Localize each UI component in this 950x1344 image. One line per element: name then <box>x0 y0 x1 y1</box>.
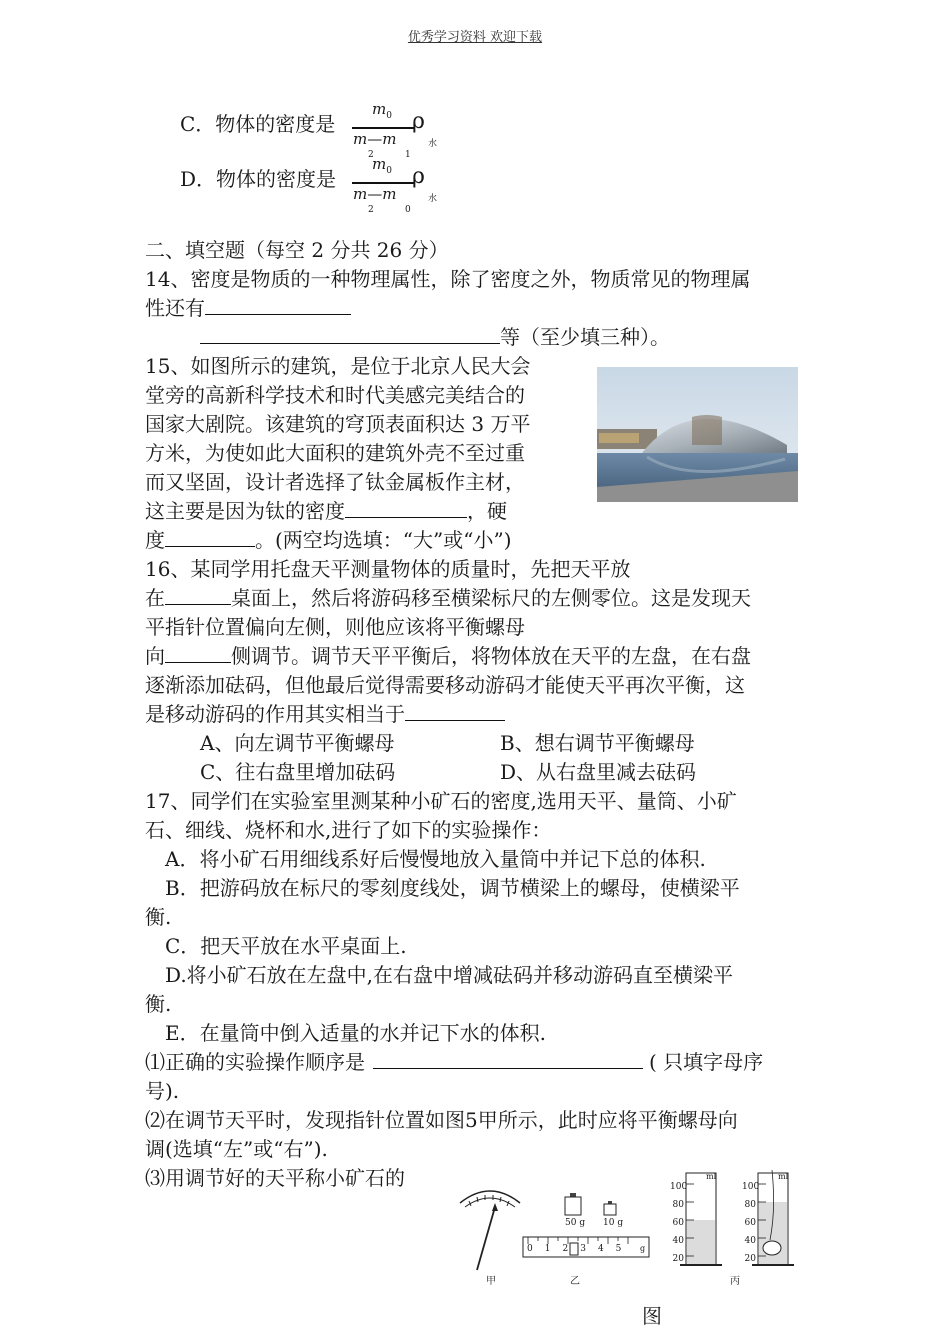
q16-option-c: C、往右盘里增加砝码 <box>200 760 396 784</box>
option-d-den-sub-a: 2 <box>368 205 374 215</box>
q17-part-3: ⑶用调节好的天平称小矿石的 <box>145 1166 405 1190</box>
option-c-label: C．物体的密度是 <box>180 112 336 136</box>
figure-label-yi: 乙 <box>570 1276 580 1287</box>
q17-step-d-1: D.将小矿石放在左盘中,在右盘中增减砝码并移动游码直至横梁平 <box>165 963 734 987</box>
option-d-rho-sub: 水 <box>428 194 438 204</box>
q16-blank-2[interactable] <box>165 642 231 663</box>
figure-label-jia: 甲 <box>486 1276 496 1287</box>
q15-line-2: 堂旁的高新科学技术和时代美感完美结合的 <box>145 383 525 407</box>
q17-part-1: ⑴正确的实验操作顺序是 ( 只填字母序 <box>145 1050 764 1074</box>
q14-blank-2[interactable] <box>200 323 500 344</box>
option-d-label: D．物体的密度是 <box>180 167 337 191</box>
option-d-rho: ρ <box>412 164 425 189</box>
ruler-ticks: 012345 <box>527 1244 634 1254</box>
q15-line-1: 15、如图所示的建筑，是位于北京人民大会 <box>145 354 531 378</box>
option-c-fraction-bar <box>352 127 414 129</box>
page-header: 优秀学习资料 欢迎下载 <box>407 30 543 45</box>
q16-blank-1[interactable] <box>165 584 231 605</box>
section-title: 二、填空题（每空 2 分共 26 分） <box>145 238 449 262</box>
q17-line-1: 17、同学们在实验室里测某种小矿石的密度,选用天平、量筒、小矿 <box>145 789 737 813</box>
q16-option-b: B、想右调节平衡螺母 <box>500 731 695 755</box>
q17-step-b-2: 衡. <box>145 905 172 929</box>
q17-step-a: A．将小矿石用细线系好后慢慢地放入量筒中并记下总的体积. <box>165 847 706 871</box>
q15-line-6: 这主要是因为钛的密度 ，硬 <box>145 499 507 523</box>
q16-option-a: A、向左调节平衡螺母 <box>200 731 395 755</box>
cylinder-2-ticks: 100 80 60 40 20 <box>742 1182 760 1264</box>
q16-line-4: 向 侧调节。调节天平平衡后，将物体放在天平的左盘，在右盘 <box>145 644 751 668</box>
q14-line-3: 等（至少填三种）。 <box>200 323 670 352</box>
q15-line-5: 而又坚固，设计者选择了钛金属板作主材， <box>145 470 525 494</box>
q16-line-5: 逐渐添加砝码，但他最后觉得需要移动游码才能使天平再次平衡，这 <box>145 673 745 697</box>
cylinder-1-ticks: 100 80 60 40 20 <box>670 1182 688 1264</box>
option-d-denominator: m—m <box>353 185 397 203</box>
q14-line-1: 14、密度是物质的一种物理属性，除了密度之外，物质常见的物理属 <box>145 267 751 291</box>
weight-50g-label: 50 g <box>565 1218 586 1228</box>
option-d-numerator: $m_0$ <box>372 155 392 176</box>
q16-blank-3[interactable] <box>405 700 505 721</box>
option-d-fraction-bar <box>352 182 414 184</box>
option-d-den-sub-b: 0 <box>405 205 411 215</box>
cylinder-1-unit: ml <box>706 1172 717 1181</box>
q17-part-2: ⑵在调节天平时，发现指针位置如图5甲所示，此时应将平衡螺母向 <box>145 1108 738 1132</box>
q15-blank-hardness[interactable] <box>165 526 255 547</box>
weight-50g-icon <box>562 1192 584 1216</box>
cylinder-2-unit: ml <box>778 1172 789 1181</box>
q17-step-c: C．把天平放在水平桌面上. <box>165 934 407 958</box>
q14-line-2: 性还有 <box>145 294 351 323</box>
option-c-rho-sub: 水 <box>428 139 438 149</box>
q17-part-2-cont: 调(选填“左”或“右”). <box>145 1137 328 1161</box>
q17-step-b-1: B．把游码放在标尺的零刻度线处，调节横梁上的螺母，使横梁平 <box>165 876 740 900</box>
weight-10g-icon <box>602 1200 618 1216</box>
option-c-denominator: m—m <box>353 130 397 148</box>
figure-jia-balance-pointer <box>455 1185 525 1275</box>
weight-10g-label: 10 g <box>603 1218 624 1228</box>
q17-step-e: E．在量筒中倒入适量的水并记下水的体积. <box>165 1021 546 1045</box>
option-c-numerator: $m_0$ <box>372 100 392 121</box>
q15-line-7: 度 。(两空均选填：“大”或“小”) <box>145 528 512 552</box>
q16-line-3: 平指针位置偏向左侧，则他应该将平衡螺母 <box>145 615 525 639</box>
option-c-rho: ρ <box>412 109 425 134</box>
option-c-den-sub-a: 2 <box>368 150 374 160</box>
q16-line-1: 16、某同学用托盘天平测量物体的质量时，先把天平放 <box>145 557 631 581</box>
q14-blank-1[interactable] <box>205 294 351 315</box>
q17-blank-order[interactable] <box>373 1048 643 1069</box>
q17-line-2: 石、细线、烧杯和水,进行了如下的实验操作： <box>145 818 552 842</box>
q16-option-d: D、从右盘里减去砝码 <box>500 760 697 784</box>
q15-blank-density[interactable] <box>345 497 467 518</box>
grand-theatre-photo <box>597 367 798 502</box>
q15-line-4: 方米，为使如此大面积的建筑外壳不至过重 <box>145 441 525 465</box>
q16-line-2: 在 桌面上，然后将游码移至横梁标尺的左侧零位。这是发现天 <box>145 586 751 610</box>
q16-line-6: 是移动游码的作用其实相当于 <box>145 700 505 729</box>
q17-step-d-2: 衡. <box>145 992 172 1016</box>
q17-part-1-cont: 号). <box>145 1079 180 1103</box>
graduated-cylinders <box>672 1170 800 1270</box>
figure-caption: 图 <box>642 1304 662 1328</box>
figure-label-bing: 丙 <box>730 1276 740 1287</box>
q15-line-3: 国家大剧院。该建筑的穹顶表面积达 3 万平 <box>145 412 531 436</box>
option-c-den-sub-b: 1 <box>405 150 411 160</box>
ruler-unit: g <box>640 1244 646 1253</box>
